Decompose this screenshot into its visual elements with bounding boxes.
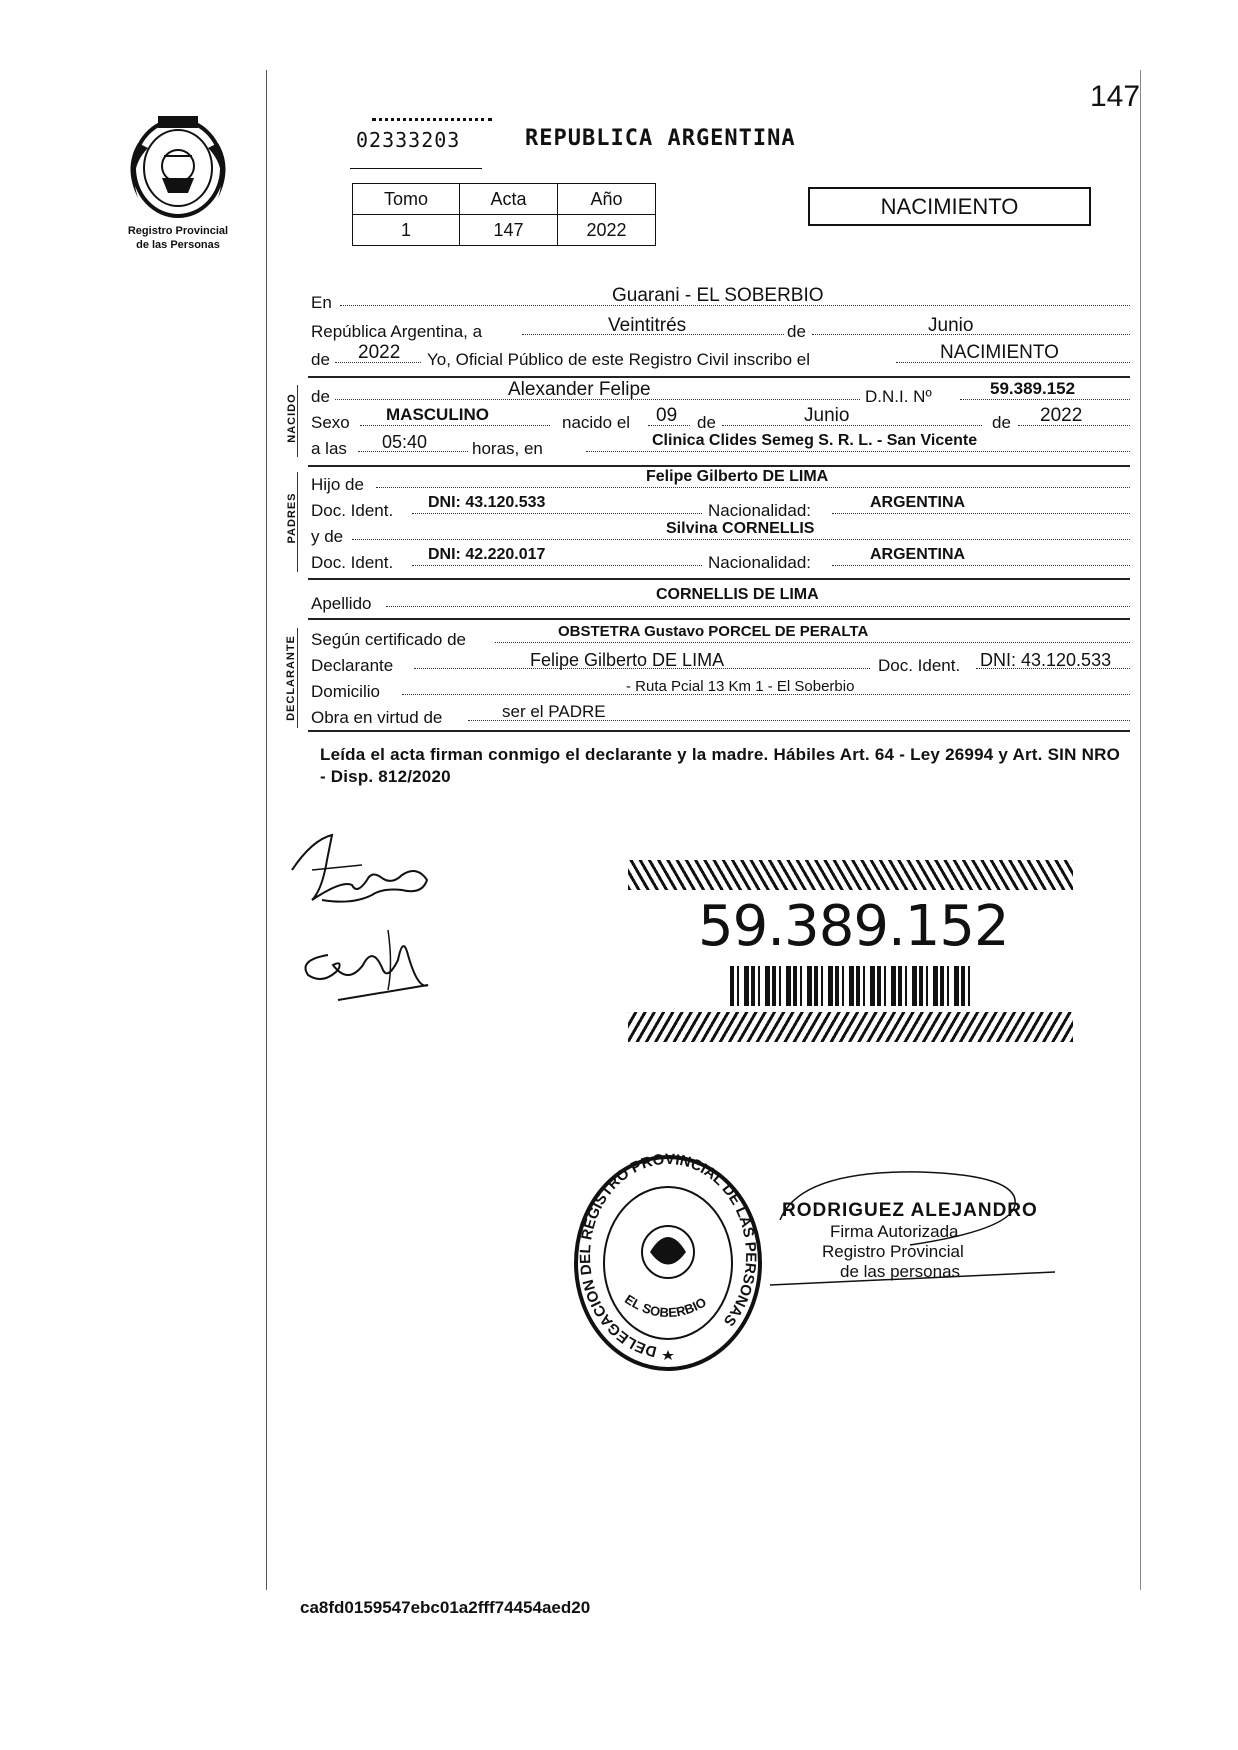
mother-nat-label: Nacionalidad: [708,553,812,572]
de-label-1: de [787,322,806,341]
serial-number: 02333203 [356,128,461,152]
place-value: Guarani - EL SOBERBIO [612,285,824,306]
declarante-label: Declarante [311,656,394,675]
padres-section-label: PADRES [286,492,298,544]
hijo-label: Hijo de [311,475,364,494]
tomo-value: 1 [353,215,460,246]
signature-stamp [760,1160,1060,1290]
alas-label: a las [311,439,347,458]
ano-value: 2022 [558,215,656,246]
id-label [628,860,1073,1042]
guilloche-top [628,860,1073,890]
acta-header: Acta [460,184,558,215]
father-nat-label: Nacionalidad: [708,501,812,520]
crest-caption-line1: Registro Provincial [127,225,229,237]
provincial-crest [118,108,238,223]
apellido-label: Apellido [311,594,372,613]
declarant-signature [282,830,442,920]
en-label: En [311,293,332,312]
father-doc-label: Doc. Ident. [311,501,394,520]
apellido-value: CORNELLIS DE LIMA [656,586,819,603]
dni-label: D.N.I. Nº [865,387,932,406]
right-margin-line [1140,70,1141,1590]
birth-month-value: Junio [804,405,850,426]
signature-2-icon [288,915,438,1015]
obra-value: ser el PADRE [502,702,606,721]
inscribo-text: Yo, Oficial Público de este Registro Civil inscribo el [427,350,810,369]
serial-underline [350,168,482,169]
father-name-value: Felipe Gilberto DE LIMA [646,468,829,485]
document-title: REPUBLICA ARGENTINA [525,126,796,151]
svg-text:EL SOBERBIO [622,1291,709,1320]
register-table [352,183,656,246]
time-value: 05:40 [382,432,428,452]
father-doc-value: DNI: 43.120.533 [428,494,546,511]
signatory-line2: Registro Provincial [822,1242,964,1261]
apellido-dots [386,606,1130,607]
declarante-doc-value: DNI: 43.120.533 [980,650,1112,670]
birth-month-dots [722,425,982,426]
barcode [730,966,970,1006]
mother-doc-value: DNI: 42.220.017 [428,546,546,563]
nacido-rule [308,465,1130,467]
sexo-label: Sexo [311,413,350,432]
declarante-rule [308,730,1130,732]
dni-dots [960,399,1130,400]
signatory-line1: Firma Autorizada [830,1222,959,1241]
crest-caption-line2: de las Personas [136,239,220,251]
republica-label: República Argentina, a [311,322,483,341]
stamp-inner-text: EL SOBERBIO [622,1291,709,1321]
father-nat-dots [832,513,1130,514]
place-dots [586,451,1130,452]
padres-rule [308,578,1130,580]
day-words-value: Veintitrés [608,315,687,336]
birth-place-value: Clinica Clides Semeg S. R. L. - San Vicente [652,432,978,449]
declarante-section-label: DECLARANTE [285,635,297,721]
sexo-dots [360,425,550,426]
registry-seal-icon [572,1152,764,1374]
child-dni-value: 59.389.152 [990,379,1076,398]
horas-label: horas, en [472,439,543,458]
declarante-value: Felipe Gilberto DE LIMA [530,650,725,670]
signatory-line3: de las personas [840,1262,961,1281]
mother-dots [352,539,1130,540]
domicilio-label: Domicilio [311,682,380,701]
nacido-de-label: de [311,387,330,406]
signatory-name: RODRIGUEZ ALEJANDRO [782,1200,1038,1221]
acta-value: 147 [460,215,558,246]
stamp-ring-text: DELEGACION DEL REGISTRO PROVINCIAL DE LAS PERSONAS [576,1152,760,1360]
year-value: 2022 [358,342,401,363]
segun-label: Según certificado de [311,630,466,649]
guilloche-bottom [628,1012,1073,1042]
act-type-box: NACIMIENTO [808,187,1091,226]
left-margin-line [266,70,267,1590]
page-number: 147 [1090,80,1141,113]
mother-signature [288,915,438,1015]
de-label-2: de [311,350,330,369]
tomo-header: Tomo [353,184,460,215]
domicilio-value: - Ruta Pcial 13 Km 1 - El Soberbio [626,678,855,695]
signature-1-icon [282,830,442,920]
mother-nat-value: ARGENTINA [870,546,966,563]
closing-text: Leída el acta firman conmigo el declarante y la madre. Hábiles Art. 64 - Ley 26994 y Art. SIN NRO - Disp. 812/2020 [320,745,1120,786]
mother-name-value: Silvina CORNELLIS [666,520,815,537]
certificado-value: OBSTETRA Gustavo PORCEL DE PERALTA [558,623,869,640]
yde-label: y de [311,527,344,546]
segun-dots [495,642,1130,643]
father-doc-dots [412,513,702,514]
nacido-section-label: NACIDO [286,393,298,443]
obra-label: Obra en virtud de [311,708,443,727]
declarante-doc-label: Doc. Ident. [878,656,961,675]
act-type-value: NACIMIENTO [940,342,1059,363]
month-value: Junio [928,315,974,336]
mother-doc-dots [412,565,702,566]
footer-hash: ca8fd0159547ebc01a2fff74454aed20 [300,1598,591,1617]
nacido-el-label: nacido el [562,413,631,432]
mother-nat-dots [832,565,1130,566]
birth-day-value: 09 [656,405,678,426]
sexo-value: MASCULINO [386,405,489,424]
nacido-de-label-3: de [992,413,1011,432]
crest-icon [118,108,238,223]
declarante-bracket [297,628,298,728]
nacido-de-label-2: de [697,413,716,432]
official-stamp [572,1152,764,1374]
id-number: 59.389.152 [698,894,1009,959]
intro-rule [308,376,1130,378]
father-dots [376,487,1130,488]
ano-header: Año [558,184,656,215]
serial-dots [372,118,492,121]
mother-doc-label: Doc. Ident. [311,553,394,572]
birth-year-value: 2022 [1040,405,1083,426]
child-name-value: Alexander Felipe [508,379,651,400]
father-nat-value: ARGENTINA [870,494,966,511]
apellido-rule [308,618,1130,620]
